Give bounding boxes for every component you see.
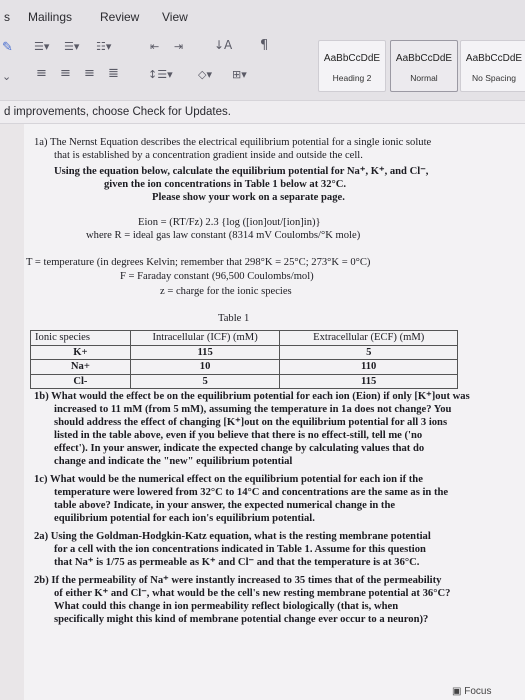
q2b-line: What could this change in ion permeability reflect biologically (that is, when [54, 601, 399, 612]
q1b-line: change and indicate the "new" equilibrium potential [54, 456, 293, 467]
tab-view[interactable]: View [162, 10, 188, 24]
sort-icon[interactable]: ↓A [214, 38, 233, 52]
justify-icon[interactable]: ≣ [108, 66, 119, 81]
update-message: d improvements, choose Check for Updates. [4, 106, 231, 118]
decrease-indent-icon[interactable]: ⇤ [150, 40, 160, 53]
q1a-line-4: given the ion concentrations in Table 1 below at 32°C. [104, 179, 347, 190]
styles-gallery [318, 40, 525, 92]
align-center-icon[interactable]: ≡ [60, 66, 71, 81]
style-name: Normal [410, 73, 438, 83]
q1a-line-3: Using the equation below, calculate the equilibrium potential for Na⁺, K⁺, and Cl⁻, [54, 166, 429, 177]
table-cell: 115 [130, 345, 280, 360]
q1c-line: table above? Indicate, in your answer, the expected numerical change in the [54, 500, 396, 511]
style-heading-2[interactable] [318, 40, 386, 92]
borders-icon[interactable]: ⊞▾ [232, 68, 247, 81]
style-sample: AaBbCcDdE [465, 53, 523, 64]
table-cell: 115 [280, 374, 458, 389]
q1a-line-2: that is established by a concentration gradient inside and outside the cell. [54, 150, 363, 161]
q1c-line: 1c) What would be the numerical effect on the equilibrium potential for each ion if the [34, 474, 423, 485]
table-cell: 10 [130, 360, 280, 375]
focus-label: Focus [464, 686, 492, 697]
table-header: Intracellular (ICF) (mM) [130, 331, 280, 346]
table-title: Table 1 [218, 313, 250, 324]
increase-indent-icon[interactable]: ⇥ [174, 40, 184, 53]
q2a-line: for a cell with the ion concentrations indicated in Table 1. Assume for this question [54, 544, 426, 555]
document-page[interactable] [24, 124, 525, 700]
style-no-spacing[interactable] [460, 40, 525, 92]
style-name: No Spacing [472, 73, 516, 83]
q1b-line: should address the effect of changing [K⁺]out on the equilibrium potential for all 3 ions [54, 417, 448, 428]
q1b-line: listed in the table above, even if you believe that there is no effect-still, tell me ('no [54, 430, 423, 441]
update-message-bar [0, 100, 525, 124]
table-row [31, 345, 458, 360]
q1c-line: equilibrium potential for each ion's equilibrium potential. [54, 513, 315, 524]
q1a-line-5: Please show your work on a separate page. [152, 192, 345, 203]
tab-partial[interactable]: s [4, 10, 10, 24]
table-cell: 5 [280, 345, 458, 360]
ion-table [30, 330, 458, 389]
table-header-row [31, 331, 458, 346]
align-right-icon[interactable]: ≡ [84, 66, 95, 81]
bullets-icon[interactable]: ☰▾ [34, 40, 50, 53]
align-left-icon[interactable]: ≡ [36, 66, 47, 81]
style-sample: AaBbCcDdE [323, 53, 381, 64]
table-header: Ionic species [31, 331, 131, 346]
focus-icon: ▣ [452, 686, 462, 697]
q2b-line: of either K⁺ and Cl⁻, what would be the cell's new resting membrane potential at 36°C? [54, 588, 451, 599]
style-name: Heading 2 [332, 73, 372, 83]
table-row [31, 360, 458, 375]
chevron-down-icon[interactable]: ⌄ [2, 70, 12, 83]
tab-review[interactable]: Review [100, 10, 140, 24]
multilevel-list-icon[interactable]: ☷▾ [96, 40, 112, 53]
q1c-line: temperature were lowered from 32°C to 14°C and concentrations are the same as in the [54, 487, 449, 498]
table-cell: Na+ [31, 360, 131, 375]
equation-r-definition: where R = ideal gas law constant (8314 mV Coulombs/°K mole) [86, 230, 361, 241]
nernst-equation: Eion = (RT/Fz) 2.3 {log ([ion]out/[ion]in)} [138, 217, 321, 228]
q2a-line: that Na⁺ is 1/75 as permeable as K⁺ and Cl⁻ and that the temperature is at 36°C. [54, 557, 420, 568]
q2a-line: 2a) Using the Goldman-Hodgkin-Katz equation, what is the resting membrane potential [34, 531, 431, 542]
q2b-line: specifically might this kind of membrane potential change ever occur to a neuron)? [54, 614, 429, 625]
show-formatting-icon[interactable]: ¶ [260, 38, 269, 53]
table-header: Extracellular (ECF) (mM) [280, 331, 458, 346]
q1b-line: 1b) What would the effect be on the equilibrium potential for each ion (Eion) if only [K⁺]out was [34, 391, 470, 402]
table-cell: K+ [31, 345, 131, 360]
focus-mode-button[interactable] [452, 686, 512, 700]
equation-z-definition: z = charge for the ionic species [160, 286, 292, 297]
style-sample: AaBbCcDdE [395, 53, 453, 64]
table-row [31, 374, 458, 389]
line-spacing-icon[interactable]: ↕☰▾ [148, 68, 173, 81]
table-cell: 110 [280, 360, 458, 375]
numbering-icon[interactable]: ☰▾ [64, 40, 80, 53]
text-effects-icon[interactable]: ✎ [2, 40, 13, 55]
shading-icon[interactable]: ◇▾ [198, 68, 212, 81]
equation-t-definition: T = temperature (in degrees Kelvin; remember that 298°K = 25°C; 273°K = 0°C) [26, 257, 371, 268]
table-cell: 5 [130, 374, 280, 389]
q1a-line-1: 1a) The Nernst Equation describes the electrical equilibrium potential for a single ionic solute [34, 137, 432, 148]
table-cell: Cl- [31, 374, 131, 389]
style-normal[interactable] [390, 40, 458, 92]
q1b-line: increased to 11 mM (from 5 mM), assuming the temperature in 1a does not change? You [54, 404, 452, 415]
ribbon [0, 0, 525, 100]
q2b-line: 2b) If the permeability of Na⁺ were instantly increased to 35 times that of the permeability [34, 575, 442, 586]
q1b-line: effect'). In your answer, indicate the expected change by calculating values that do [54, 443, 425, 454]
equation-f-definition: F = Faraday constant (96,500 Coulombs/mol) [120, 271, 314, 282]
tab-mailings[interactable]: Mailings [28, 10, 73, 24]
